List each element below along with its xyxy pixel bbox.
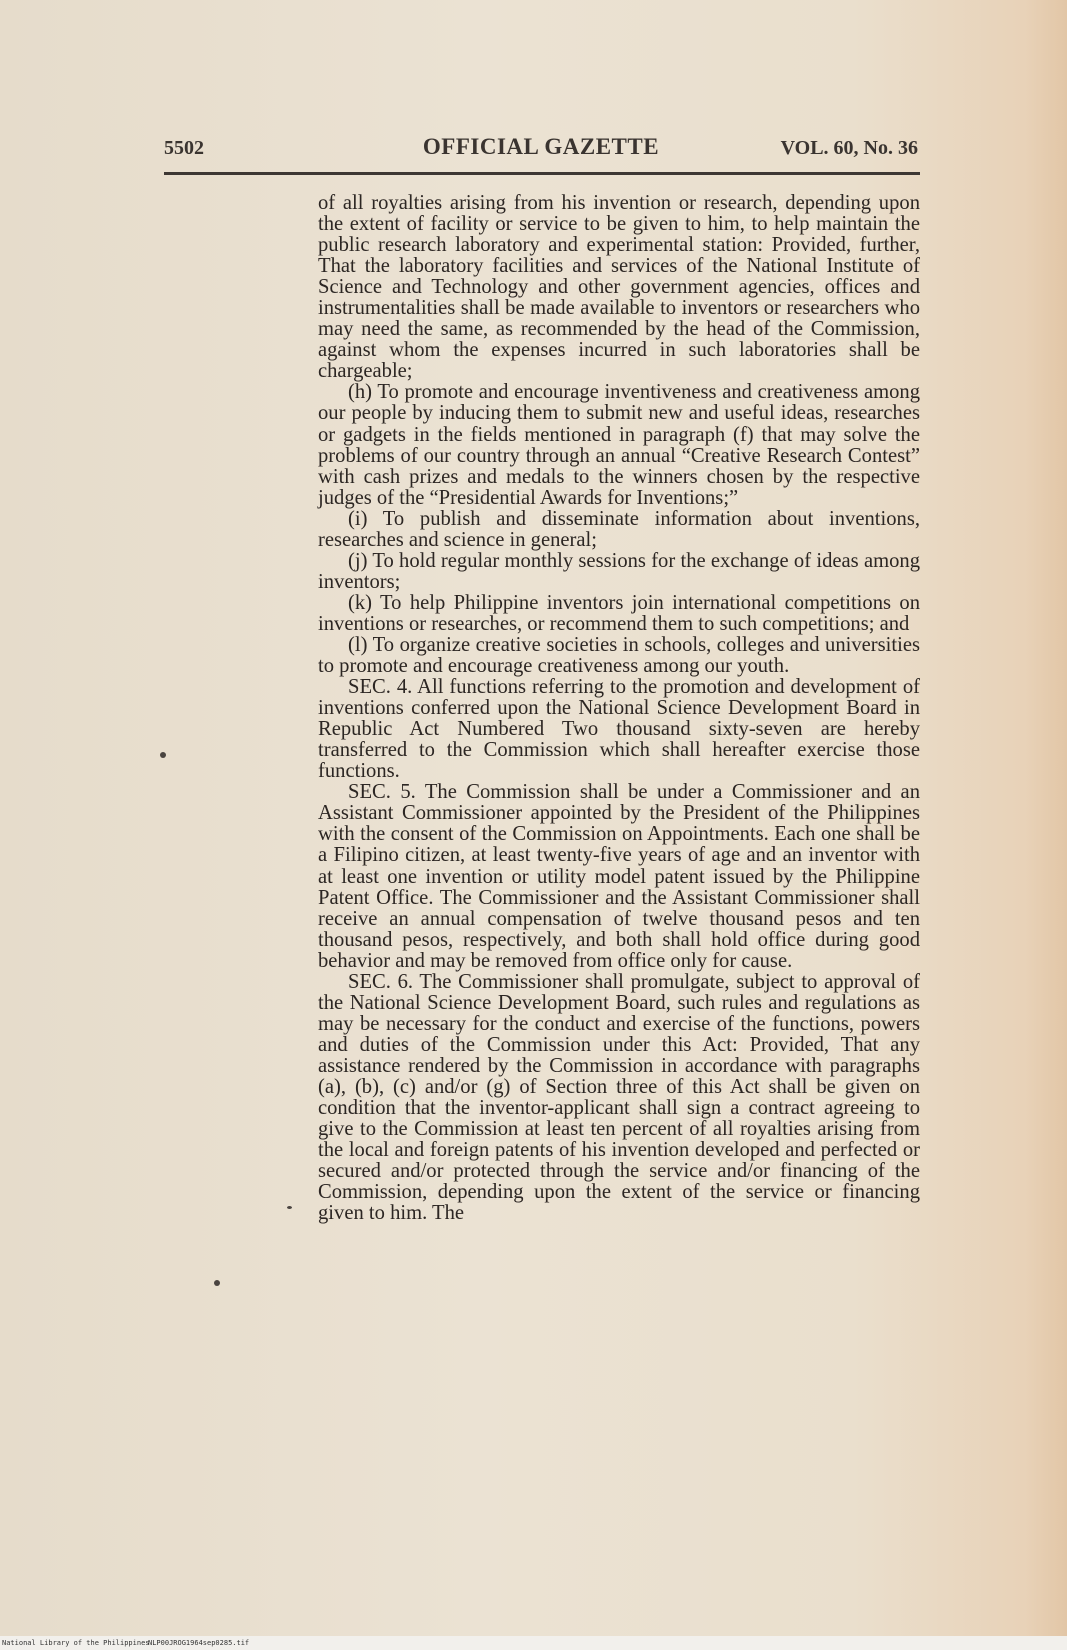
paragraph: (k) To help Philippine inventors join international competitions on inventions or researches, or recommend them to such competitions; and	[318, 591, 920, 635]
margin-mark	[160, 752, 166, 758]
header-rule	[164, 172, 920, 175]
paragraph: (i) To publish and disseminate information about inventions, researches and science in general;	[318, 507, 920, 551]
section-paragraph: SEC. 6. The Commissioner shall promulgate, subject to approval of the National Science Development Board, such rules and regulations as may be necessary for the conduct and exercise of the functions, powers and duties of the Commission under this Act: Provided, That any assistance rendered by the Commission in accordance with paragraphs (a), (b), (c) and/or (g) of Section three of this Act shall be given on condition that the inventor-applicant shall sign a contract agreeing to give to the Commission at least ten percent of all royalties arising from the local and foreign patents of his invention developed and perfected or secured and/or protected through the service and/or financing of the Commission, depending upon the extent of the service or financing given to him. The	[318, 970, 920, 1225]
paragraph: (h) To promote and encourage inventiveness and creativeness among our people by inducing them to submit new and useful ideas, researches or gadgets in the fields mentioned in paragraph (f) that may solve the problems of our country through an annual “Creative Research Contest” with cash prizes and medals to the winners chosen by the respective judges of the “Presidential Awards for Inventions;”	[318, 381, 920, 509]
footer-file: NLP00JROG1964sep0285.tif	[148, 1639, 250, 1647]
paragraph: (j) To hold regular monthly sessions for the exchange of ideas among inventors;	[318, 549, 920, 593]
volume-number: VOL. 60, No. 36	[780, 137, 918, 159]
body-text	[318, 193, 920, 1224]
page-number: 5502	[164, 137, 204, 159]
scan-footer	[0, 1636, 1067, 1650]
section-paragraph: SEC. 4. All functions referring to the promotion and development of inventions conferred upon the National Science Development Board in Republic Act Numbered Two thousand sixty-seven are hereby transferred to the Commission which shall hereafter exercise those functions.	[318, 676, 920, 783]
page-header	[164, 134, 918, 168]
margin-mark	[287, 1206, 292, 1209]
paragraph: (l) To organize creative societies in schools, colleges and universities to promote and encourage creativeness among our youth.	[318, 633, 920, 678]
margin-mark	[214, 1280, 220, 1286]
paragraph: of all royalties arising from his invention or research, depending upon the extent of facility or service to be given to him, to help maintain the public research laboratory and experimental station: Provided, further, That the laboratory facilities and services of the National Institute of Science and Technology and other government agencies, offices and instrumentalities shall be made available to inventors or researchers who may need the same, as recommended by the head of the Commission, against whom the expenses incurred in such laboratories shall be chargeable;	[318, 192, 920, 383]
footer-library: National Library of the Philippines	[2, 1639, 150, 1647]
publication-title: OFFICIAL GAZETTE	[422, 134, 660, 159]
section-paragraph: SEC. 5. The Commission shall be under a Commissioner and an Assistant Commissioner appointed by the President of the Philippines with the consent of the Commission on Appointments. Each one shall be a Filipino citizen, at least twenty-five years of age and an inventor with at least one invention or utility model patent issued by the Philippine Patent Office. The Commissioner and the Assistant Commissioner shall receive an annual compensation of twelve thousand pesos and ten thousand pesos, respectively, and both shall hold office during good behavior and may be removed from office only for cause.	[318, 781, 920, 972]
